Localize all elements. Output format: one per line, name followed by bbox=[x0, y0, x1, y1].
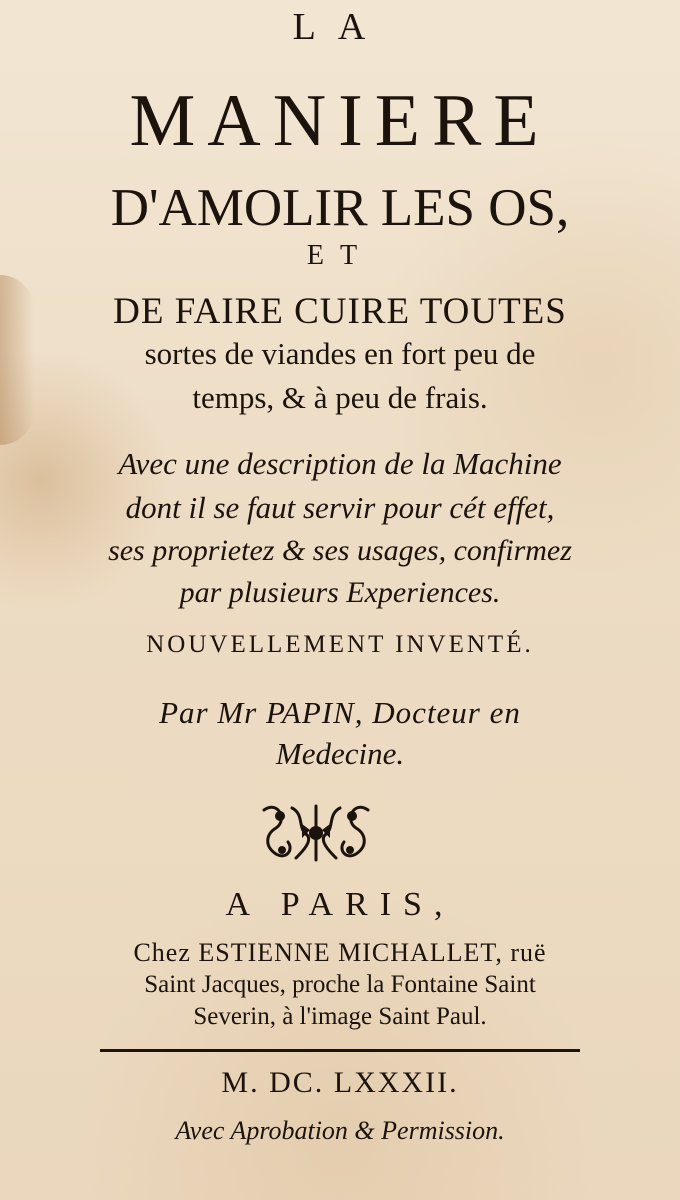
nouvellement-invente: NOUVELLEMENT INVENTÉ. bbox=[146, 631, 534, 658]
title-line-et: ET bbox=[306, 240, 374, 271]
title-line-maniere: MANIERE bbox=[129, 80, 551, 162]
imprint-printer-line-2: Saint Jacques, proche la Fontaine Saint bbox=[144, 971, 536, 998]
imprint-printer-line-3: Severin, à l'image Saint Paul. bbox=[193, 1003, 487, 1030]
imprint-printer-line-1: Chez ESTIENNE MICHALLET, ruë bbox=[133, 938, 547, 967]
title-line-amolir: D'AMOLIR LES OS, bbox=[110, 179, 570, 237]
description-line-1: Avec une description de la Machine bbox=[118, 446, 562, 481]
author-line-2: Medecine. bbox=[275, 736, 405, 771]
description-line-2: dont il se faut servir pour cét effet, bbox=[125, 490, 555, 525]
title-line-la: LA bbox=[292, 6, 388, 48]
approbation-line: Avec Aprobation & Permission. bbox=[175, 1116, 505, 1145]
description-line-4: par plusieurs Experiences. bbox=[179, 576, 501, 609]
title-line-faire-cuire: DE FAIRE CUIRE TOUTES bbox=[113, 291, 567, 332]
imprint-place: A PARIS, bbox=[225, 886, 455, 923]
horizontal-rule bbox=[100, 1049, 580, 1052]
author-line-1: Par Mr PAPIN, Docteur en bbox=[159, 695, 521, 730]
imprint-year: M. DC. LXXXII. bbox=[221, 1066, 459, 1099]
title-line-sortes: sortes de viandes en fort peu de bbox=[144, 336, 536, 371]
printers-ornament-icon bbox=[258, 800, 374, 866]
description-line-3: ses proprietez & ses usages, confirmez bbox=[108, 534, 572, 567]
title-line-temps: temps, & à peu de frais. bbox=[192, 380, 488, 415]
